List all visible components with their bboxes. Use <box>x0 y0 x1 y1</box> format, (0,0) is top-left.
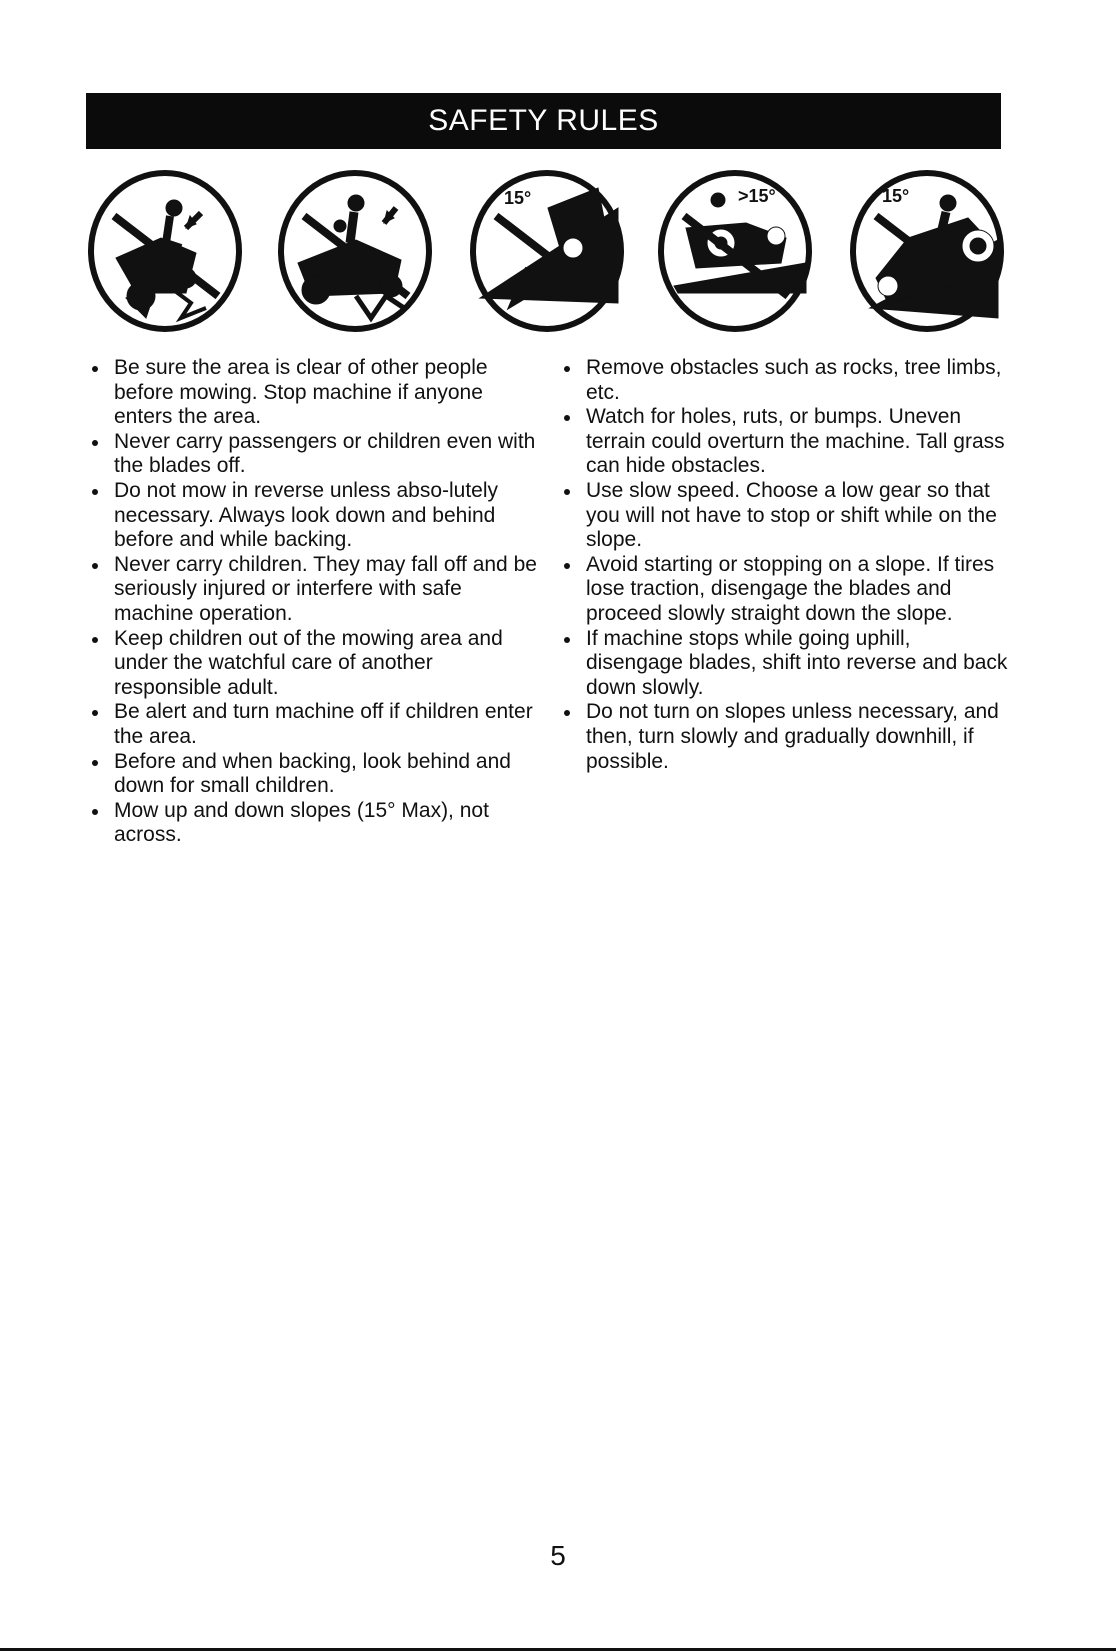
safety-rules-left-column <box>90 356 540 848</box>
list-item: Mow up and down slopes (15° Max), not across. <box>90 799 540 848</box>
list-item: Never carry passengers or children even with the blades off. <box>90 430 540 479</box>
list-item: Avoid starting or stopping on a slope. If tires lose traction, disengage the blades and proceed slowly straight down the slope. <box>562 553 1012 627</box>
no-steep-slope-icon <box>468 168 626 334</box>
list-item: Be sure the area is clear of other people before mowing. Stop machine if anyone enters the area. <box>90 356 540 430</box>
slope-label: 15° <box>504 188 532 208</box>
list-item: Before and when backing, look behind and down for small children. <box>90 750 540 799</box>
list-item: Remove obstacles such as rocks, tree limbs, etc. <box>562 356 1012 405</box>
list-item: Be alert and turn machine off if children enter the area. <box>90 700 540 749</box>
list-item: Do not turn on slopes unless necessary, and then, turn slowly and gradually downhill, if possible. <box>562 700 1012 774</box>
no-steep-slope-downhill-icon <box>656 168 814 334</box>
warning-icons-row <box>86 168 1001 338</box>
list-item: Never carry children. They may fall off and be seriously injured or interfere with safe machine operation. <box>90 553 540 627</box>
list-item: Use slow speed. Choose a low gear so that you will not have to stop or shift while on the slope. <box>562 479 1012 553</box>
slope-label: >15° <box>738 186 776 206</box>
slope-label: 15° <box>882 186 910 206</box>
no-steep-slope-tipping-icon <box>848 168 1006 334</box>
list-item: Do not mow in reverse unless abso-lutely necessary. Always look down and behind before and while backing. <box>90 479 540 553</box>
list-item: Keep children out of the mowing area and under the watchful care of another responsible adult. <box>90 627 540 701</box>
safety-rules-right-column <box>562 356 1012 774</box>
section-title: SAFETY RULES <box>86 93 1001 149</box>
page-number: 5 <box>550 1540 566 1571</box>
list-item: If machine stops while going uphill, disengage blades, shift into reverse and back down slowly. <box>562 627 1012 701</box>
no-children-mowing-area-icon <box>86 168 244 334</box>
no-passengers-icon <box>276 168 434 334</box>
list-item: Watch for holes, ruts, or bumps. Uneven terrain could overturn the machine. Tall grass can hide obstacles. <box>562 405 1012 479</box>
